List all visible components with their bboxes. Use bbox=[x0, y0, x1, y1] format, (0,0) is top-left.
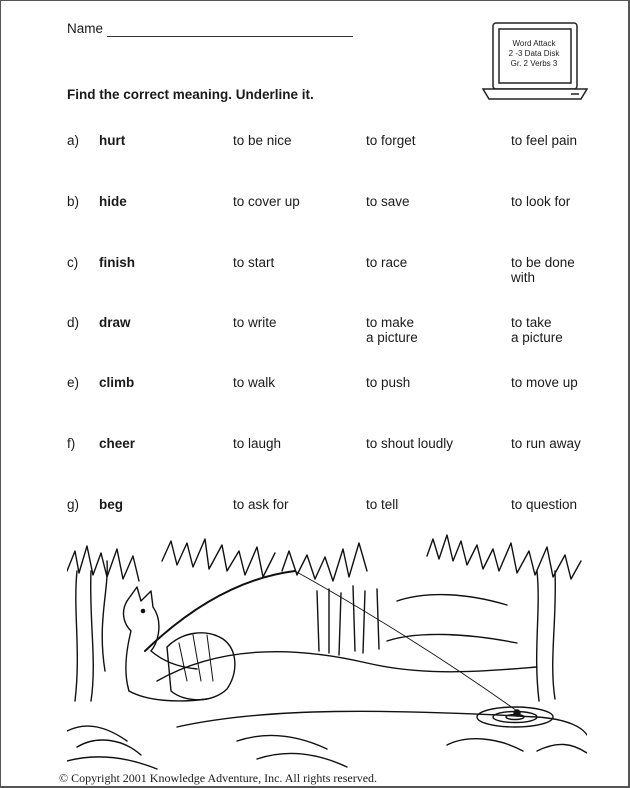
answer-option[interactable]: to run away bbox=[511, 436, 581, 451]
question-word: hurt bbox=[99, 133, 126, 148]
answer-option[interactable]: to be nice bbox=[233, 133, 292, 148]
answer-option[interactable]: to tell bbox=[366, 497, 399, 512]
answer-option[interactable]: to question bbox=[511, 497, 578, 512]
question-row-c bbox=[1, 255, 630, 295]
question-letter: b) bbox=[67, 194, 80, 209]
badge-text bbox=[501, 39, 567, 69]
question-letter: e) bbox=[67, 375, 80, 390]
name-field bbox=[67, 21, 103, 36]
answer-option[interactable]: to take a picture bbox=[511, 315, 563, 345]
question-letter: c) bbox=[67, 255, 79, 270]
answer-option[interactable]: to shout loudly bbox=[366, 436, 454, 451]
question-word: finish bbox=[99, 255, 135, 270]
name-label: Name bbox=[67, 21, 104, 36]
computer-icon bbox=[481, 19, 589, 105]
name-underline[interactable] bbox=[107, 36, 353, 37]
question-word: hide bbox=[99, 194, 127, 209]
answer-option[interactable]: to move up bbox=[511, 375, 578, 390]
badge-line: 2 -3 Data Disk bbox=[508, 49, 560, 58]
question-row-e bbox=[1, 375, 630, 415]
answer-option[interactable]: to start bbox=[233, 255, 275, 270]
question-letter: d) bbox=[67, 315, 80, 330]
answer-option[interactable]: to look for bbox=[511, 194, 571, 209]
answer-option[interactable]: to race bbox=[366, 255, 408, 270]
answer-option[interactable]: to write bbox=[233, 315, 277, 330]
answer-option[interactable]: to forget bbox=[366, 133, 416, 148]
question-letter: f) bbox=[67, 436, 76, 451]
question-letter: a) bbox=[67, 133, 80, 148]
question-letter: g) bbox=[67, 497, 80, 512]
answer-option[interactable]: to push bbox=[366, 375, 411, 390]
question-row-b bbox=[1, 194, 630, 234]
answer-option[interactable]: to walk bbox=[233, 375, 276, 390]
question-word: draw bbox=[99, 315, 131, 330]
fox-fishing-illustration bbox=[67, 531, 587, 771]
instruction-text: Find the correct meaning. Underline it. bbox=[67, 87, 314, 102]
answer-option[interactable]: to be done with bbox=[511, 255, 575, 285]
question-word: climb bbox=[99, 375, 135, 390]
answer-option[interactable]: to laugh bbox=[233, 436, 282, 451]
question-row-a bbox=[1, 133, 630, 173]
answer-option[interactable]: to cover up bbox=[233, 194, 300, 209]
answer-option[interactable]: to ask for bbox=[233, 497, 289, 512]
question-word: beg bbox=[99, 497, 124, 512]
badge-line: Gr. 2 Verbs 3 bbox=[510, 59, 558, 68]
answer-option[interactable]: to feel pain bbox=[511, 133, 578, 148]
question-row-d bbox=[1, 315, 630, 355]
badge-line: Word Attack bbox=[512, 39, 556, 48]
answer-option[interactable]: to save bbox=[366, 194, 410, 209]
question-row-f bbox=[1, 436, 630, 476]
answer-option[interactable]: to make a picture bbox=[366, 315, 418, 345]
copyright-text: © Copyright 2001 Knowledge Adventure, Inc. All rights reserved. bbox=[59, 771, 378, 785]
question-word: cheer bbox=[99, 436, 136, 451]
